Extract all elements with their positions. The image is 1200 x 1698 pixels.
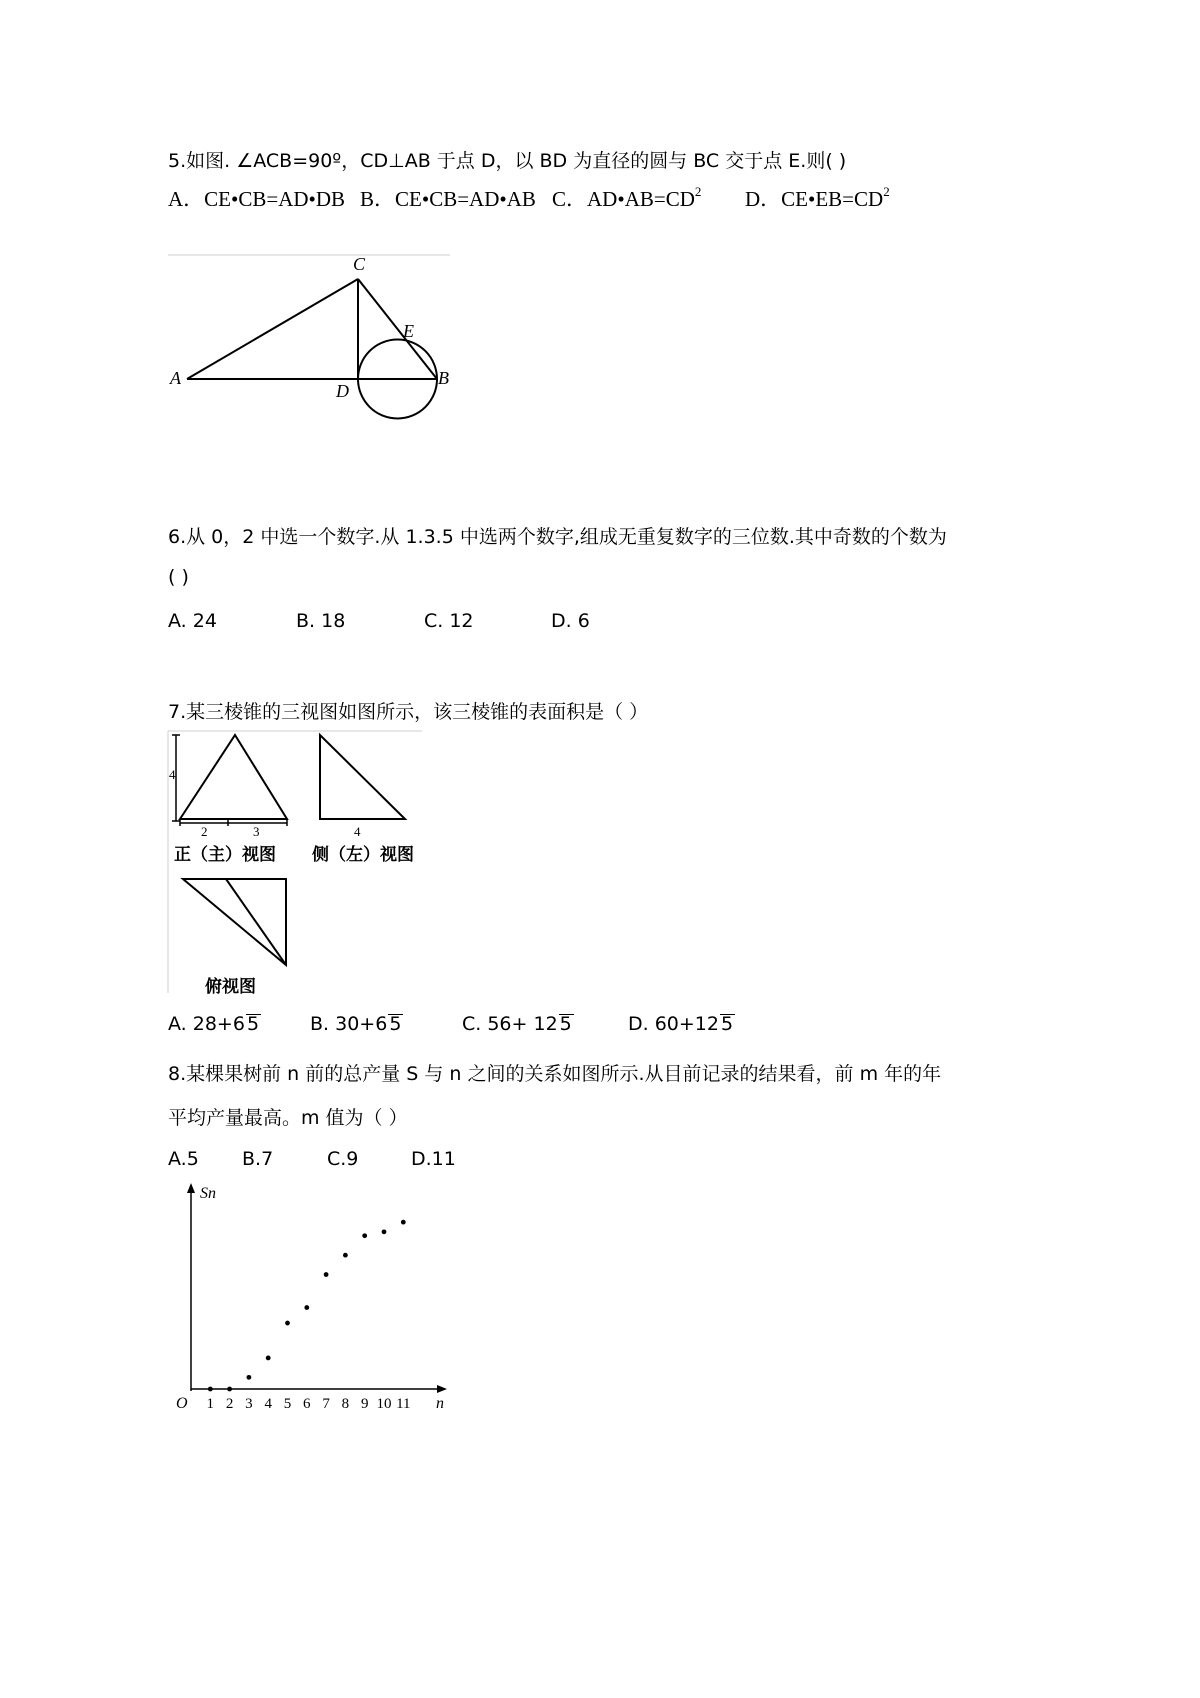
x-tick-label: 2 bbox=[225, 1396, 234, 1412]
q7-stem: 7.某三棱锥的三视图如图所示，该三棱锥的表面积是（ ） bbox=[168, 701, 649, 723]
q7-option-a-text: A. 28+6 bbox=[168, 1013, 245, 1035]
x-tick-label: 11 bbox=[396, 1396, 411, 1412]
q6-option-c: C. 12 bbox=[424, 610, 474, 632]
data-point bbox=[208, 1387, 213, 1392]
x-tick-label: 1 bbox=[206, 1396, 215, 1412]
x-tick-label: 9 bbox=[360, 1396, 369, 1412]
q6-option-a: A. 24 bbox=[168, 610, 217, 632]
q5-option-c-text: C．AD•AB=CD bbox=[552, 187, 695, 211]
segment-cb bbox=[358, 279, 437, 379]
q5-option-a: A．CE•CB=AD•DB bbox=[168, 187, 346, 211]
x-tick-label: 5 bbox=[283, 1396, 292, 1412]
label-a: A bbox=[170, 368, 181, 388]
q7-option-d bbox=[628, 1011, 735, 1035]
data-point bbox=[304, 1305, 309, 1310]
q6-stem: 6.从 0，2 中选一个数字.从 1.3.5 中选两个数字,组成无重复数字的三位数.其中奇数的个数为 bbox=[168, 526, 947, 548]
q6-option-b: B. 18 bbox=[296, 610, 346, 632]
q6-paren: ( ) bbox=[168, 566, 189, 588]
label-b: B bbox=[438, 368, 449, 388]
side-view-label: 侧（左）视图 bbox=[312, 845, 414, 865]
data-point bbox=[324, 1272, 329, 1277]
data-point bbox=[401, 1220, 406, 1225]
q8-option-c: C.9 bbox=[327, 1148, 359, 1170]
x-tick-label: 3 bbox=[245, 1396, 253, 1412]
q8-stem-line1: 8.某棵果树前 n 前的总产量 S 与 n 之间的关系如图所示.从目前记录的结果看，前 m 年的年 bbox=[168, 1063, 942, 1085]
front-base-left-label: 2 bbox=[201, 824, 208, 839]
label-c: C bbox=[353, 254, 366, 274]
q8-option-a: A.5 bbox=[168, 1148, 199, 1170]
front-height-label: 4 bbox=[169, 767, 176, 782]
q7-option-a-radicand: 5 bbox=[246, 1013, 260, 1035]
x-tick-label: 6 bbox=[303, 1396, 311, 1412]
x-axis-arrow-icon bbox=[437, 1385, 447, 1393]
x-axis-label: n bbox=[436, 1395, 444, 1412]
side-base-label: 4 bbox=[354, 824, 361, 839]
x-tick-label: 7 bbox=[322, 1396, 330, 1412]
data-point bbox=[343, 1253, 348, 1258]
y-axis-label: Sn bbox=[200, 1185, 216, 1202]
q8-option-d: D.11 bbox=[411, 1148, 456, 1170]
data-point bbox=[227, 1387, 232, 1392]
data-point bbox=[285, 1321, 290, 1326]
q5-option-b: B．CE•CB=AD•AB bbox=[360, 187, 536, 211]
q7-option-b-radicand: 5 bbox=[389, 1013, 402, 1035]
q8-scatter-chart bbox=[160, 1175, 460, 1425]
q7-option-c-text: C. 56+ 12 bbox=[462, 1013, 558, 1035]
q5-option-c-exponent: 2 bbox=[694, 184, 702, 199]
side-view-triangle bbox=[320, 735, 405, 819]
q7-option-c-radicand: 5 bbox=[559, 1013, 572, 1035]
y-axis-arrow-icon bbox=[187, 1183, 195, 1193]
q5-option-d-exponent: 2 bbox=[883, 184, 890, 199]
q6-option-d: D. 6 bbox=[551, 610, 590, 632]
data-point bbox=[382, 1229, 387, 1234]
q5-geometry-figure bbox=[160, 245, 460, 430]
q7-option-c bbox=[462, 1011, 574, 1035]
top-view-label: 俯视图 bbox=[205, 977, 256, 997]
q7-option-b bbox=[310, 1011, 403, 1035]
q7-option-a bbox=[168, 1011, 261, 1035]
x-tick-label: 4 bbox=[264, 1396, 272, 1412]
q7-option-b-text: B. 30+6 bbox=[310, 1013, 388, 1035]
segment-ac bbox=[187, 279, 358, 379]
x-tick-label: 10 bbox=[376, 1396, 392, 1412]
origin-label: O bbox=[176, 1395, 188, 1412]
q5-option-d bbox=[745, 183, 890, 213]
q7-option-d-text: D. 60+12 bbox=[628, 1013, 719, 1035]
label-d: D bbox=[336, 381, 349, 401]
data-point bbox=[266, 1356, 271, 1361]
label-e: E bbox=[403, 321, 414, 341]
q8-option-b: B.7 bbox=[242, 1148, 274, 1170]
data-point bbox=[247, 1375, 252, 1380]
q5-option-d-text: D．CE•EB=CD bbox=[745, 187, 884, 211]
front-base-right-label: 3 bbox=[253, 824, 260, 839]
q5-option-c bbox=[552, 183, 701, 213]
q8-stem-line2: 平均产量最高。m 值为（ ） bbox=[168, 1107, 408, 1129]
front-view-label: 正（主）视图 bbox=[174, 845, 276, 865]
q7-option-d-radicand: 5 bbox=[720, 1013, 734, 1035]
q5-stem: 5.如图. ∠ACB=90º，CD⊥AB 于点 D，以 BD 为直径的圆与 BC 交于点 E.则( ) bbox=[168, 150, 847, 172]
front-view-triangle bbox=[180, 735, 287, 819]
x-tick-label: 8 bbox=[341, 1396, 350, 1412]
data-point bbox=[362, 1233, 367, 1238]
